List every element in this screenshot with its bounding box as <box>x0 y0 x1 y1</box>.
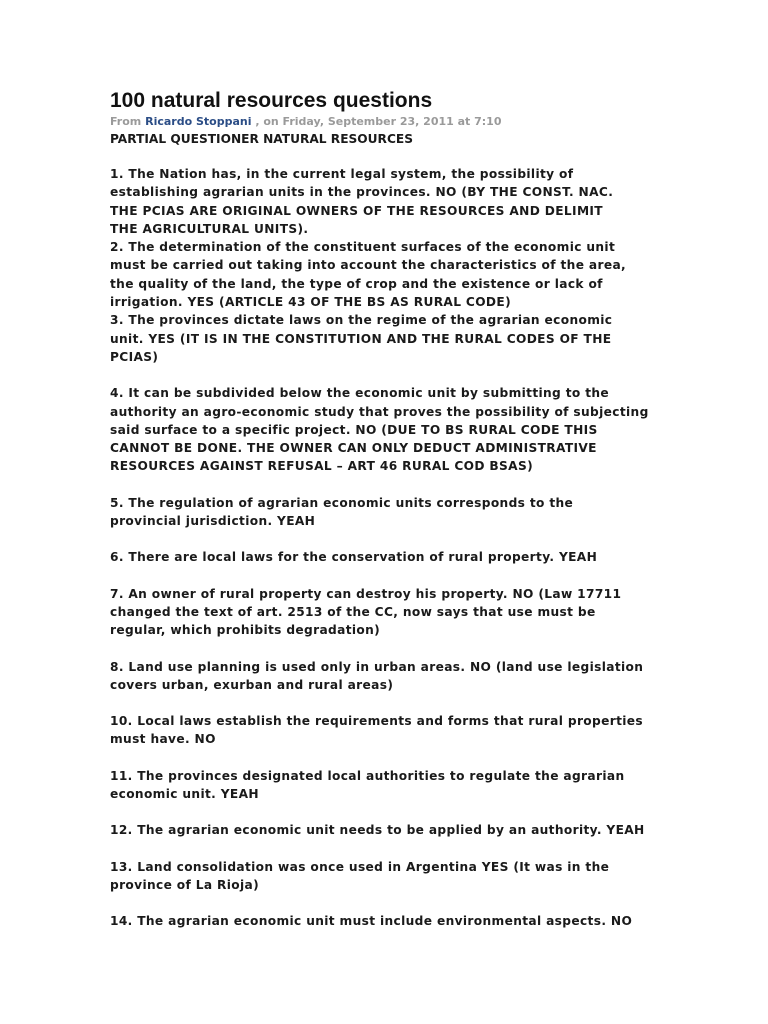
paragraph-gap <box>110 366 670 384</box>
question-item: 12. The agrarian economic unit needs to be applied by an authority. YEAH <box>110 823 645 838</box>
document-page <box>110 88 670 931</box>
question-list <box>110 165 670 931</box>
paragraph-gap <box>110 749 670 767</box>
question-item: 14. The agrarian economic unit must include environmental aspects. NO <box>110 914 633 929</box>
paragraph-gap <box>110 476 670 494</box>
question-item: 7. An owner of rural property can destroy his property. NO (Law 17711 changed the text of art. 2513 of the CC, now says that use must be regular, which prohibits degradation) <box>110 586 622 638</box>
question-item: 1. The Nation has, in the current legal system, the possibility of establishing agrarian units in the provinces. NO (BY THE CONST. NAC. THE PCIAS ARE ORIGINAL OWNERS OF THE RESOURCES AND DELIMIT THE AGRICULTURAL UNITS). <box>110 167 614 236</box>
document-title: 100 natural resources questions <box>110 89 433 112</box>
paragraph-gap <box>110 694 670 712</box>
question-item: 5. The regulation of agrarian economic units corresponds to the provincial jurisdiction. YEAH <box>110 495 574 529</box>
paragraph-gap <box>110 567 670 585</box>
question-item: 8. Land use planning is used only in urban areas. NO (land use legislation covers urban, exurban and rural areas) <box>110 659 644 692</box>
byline-prefix: From <box>110 115 146 128</box>
byline-date: , on Friday, September 23, 2011 at 7:10 <box>251 115 502 128</box>
paragraph-gap <box>110 530 670 548</box>
question-item: 4. It can be subdivided below the economic unit by submitting to the authority an agro-economic study that proves the possibility of subjecting said surface to a specific project. NO (DUE TO BS RURAL CODE THIS CANNOT BE DONE. THE OWNER CAN ONLY DEDUCT ADMINISTRATIVE RESOURCES AGAINST REFUSAL – ART 46 RURAL COD BSAS) <box>110 386 649 474</box>
document-subtitle: PARTIAL QUESTIONER NATURAL RESOURCES <box>110 132 413 146</box>
byline <box>110 115 670 129</box>
question-item: 11. The provinces designated local authorities to regulate the agrarian economic unit. YEAH <box>110 768 625 802</box>
paragraph-gap <box>110 894 670 912</box>
paragraph-gap <box>110 640 670 658</box>
question-item: 3. The provinces dictate laws on the regime of the agrarian economic unit. YES (IT IS IN THE CONSTITUTION AND THE RURAL CODES OF THE PCIAS) <box>110 313 613 364</box>
paragraph-gap <box>110 840 670 858</box>
question-item: 2. The determination of the constituent surfaces of the economic unit must be carried out taking into account the characteristics of the area, the quality of the land, the type of crop and the existence or lack of irrigation. YES (ARTICLE 43 OF THE BS AS RURAL CODE) <box>110 240 627 310</box>
paragraph-gap <box>110 803 670 821</box>
question-item: 13. Land consolidation was once used in Argentina YES (It was in the province of La Rioja) <box>110 859 610 892</box>
question-item: 10. Local laws establish the requirements and forms that rural properties must have. NO <box>110 714 643 747</box>
author-link[interactable]: Ricardo Stoppani <box>145 115 252 128</box>
question-item: 6. There are local laws for the conservation of rural property. YEAH <box>110 550 598 565</box>
